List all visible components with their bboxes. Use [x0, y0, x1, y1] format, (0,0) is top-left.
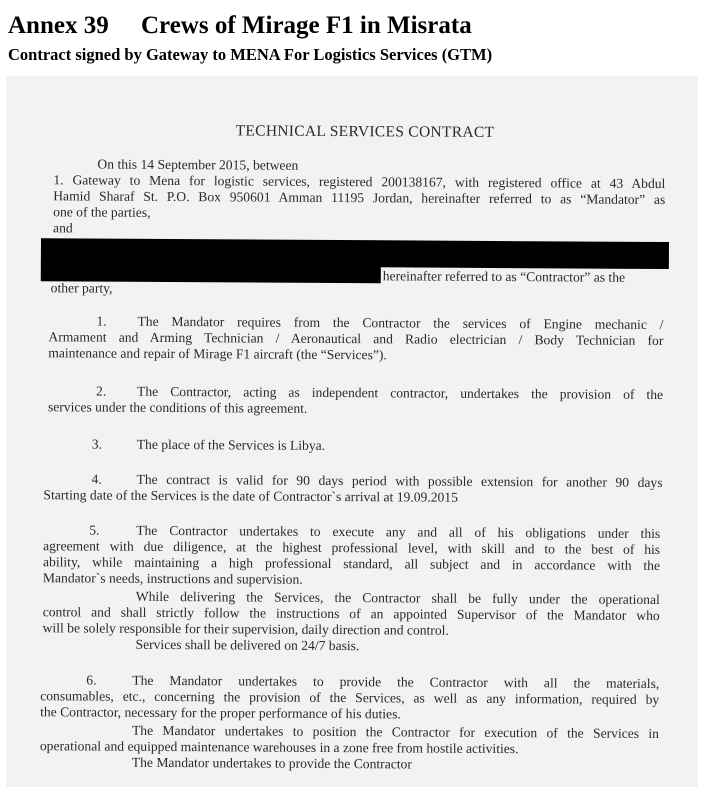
party2-end: other party, — [50, 280, 113, 296]
clause-number: 3. — [91, 436, 103, 452]
clause-line: services under the conditions of this agreement. — [47, 399, 308, 416]
contract-title: TECHNICAL SERVICES CONTRACT — [235, 122, 495, 141]
clause-line: The Contractor, acting as independent contractor, undertakes the provision of the — [137, 383, 664, 403]
clause-line: The Mandator undertakes to provide the Contractor — [131, 754, 412, 772]
clause-number: 4. — [91, 471, 102, 487]
party1-line: 1. Gateway to Mena for logistic services, registered 200138167, with registered office at 43 Abdul — [53, 172, 666, 192]
clause-line: The Mandator undertakes to provide the Contractor with all the materials, — [132, 672, 660, 692]
clause-number: 5. — [89, 522, 100, 538]
clause-line: Services shall be delivered on 24/7 basis. — [135, 636, 360, 654]
scanned-contract-page — [6, 76, 698, 787]
clause-line: The Mandator undertakes to position the Contractor for execution of the Services in — [131, 722, 660, 742]
clause-line: Starting date of the Services is the date of Contractor`s arrival at 19.09.2015 — [43, 487, 458, 505]
clause-line: control and shall strictly follow the instructions of an appointed Supervisor of the Mandator who — [42, 604, 660, 624]
clause-line: While delivering the Services, the Contractor shall be fully under the operational — [135, 588, 660, 608]
contract-document — [6, 76, 698, 787]
clause-number: 1. — [96, 313, 107, 329]
clause-line: ability, while maintaining a high professional standard, all subject and in accordance with the — [42, 554, 661, 574]
contract-opening: On this 14 September 2015, between — [97, 156, 299, 173]
clause-line: will be solely responsible for their supervision, daily direction and control. — [42, 620, 449, 638]
party1-line: one of the parties, — [53, 204, 151, 220]
clause-line: consumables, etc., concerning the provision of the Services, as well as any information, required by — [40, 688, 660, 708]
clause-number: 2. — [96, 383, 107, 399]
clause-line: The place of the Services is Libya. — [136, 436, 326, 453]
clause-number: 6. — [86, 672, 97, 688]
clause-line: Armament and Arming Technician / Aeronautical and Radio electrician / Body Technician for — [48, 329, 664, 349]
party1-line: Hamid Sharaf St. P.O. Box 950601 Amman 11195 Jordan, hereinafter referred to as “Mandator” as — [53, 188, 666, 208]
annex-number: Annex 39 — [8, 12, 109, 39]
clause-line: The contract is valid for 90 days period with possible extension for another 90 days — [136, 471, 663, 491]
clause-line: operational and equipped maintenance warehouses in a zone free from hostile activities. — [39, 738, 519, 757]
annex-title — [8, 10, 698, 42]
clause-line: The Mandator requires from the Contractor the services of Engine mechanic / — [137, 313, 664, 333]
clause-line: Mandator`s needs, instructions and supervision. — [42, 570, 303, 587]
clause-line: The Contractor undertakes to execute any and all of his obligations under this — [136, 522, 661, 542]
clause-line: the Contractor, necessary for the proper performance of his duties. — [40, 704, 401, 722]
annex-header — [8, 10, 698, 66]
party2-tail: hereinafter referred to as “Contractor” as the — [382, 268, 626, 285]
clause-line: agreement with due diligence, at the highest professional level, with skill and to the best of his — [43, 538, 661, 558]
annex-subtitle: Contract signed by Gateway to MENA For Logistics Services (GTM) — [8, 45, 493, 64]
party1-line: and — [53, 220, 73, 236]
annex-heading: Crews of Mirage F1 in Misrata — [141, 12, 472, 39]
clause-line: maintenance and repair of Mirage F1 aircraft (the “Services”). — [48, 345, 387, 363]
